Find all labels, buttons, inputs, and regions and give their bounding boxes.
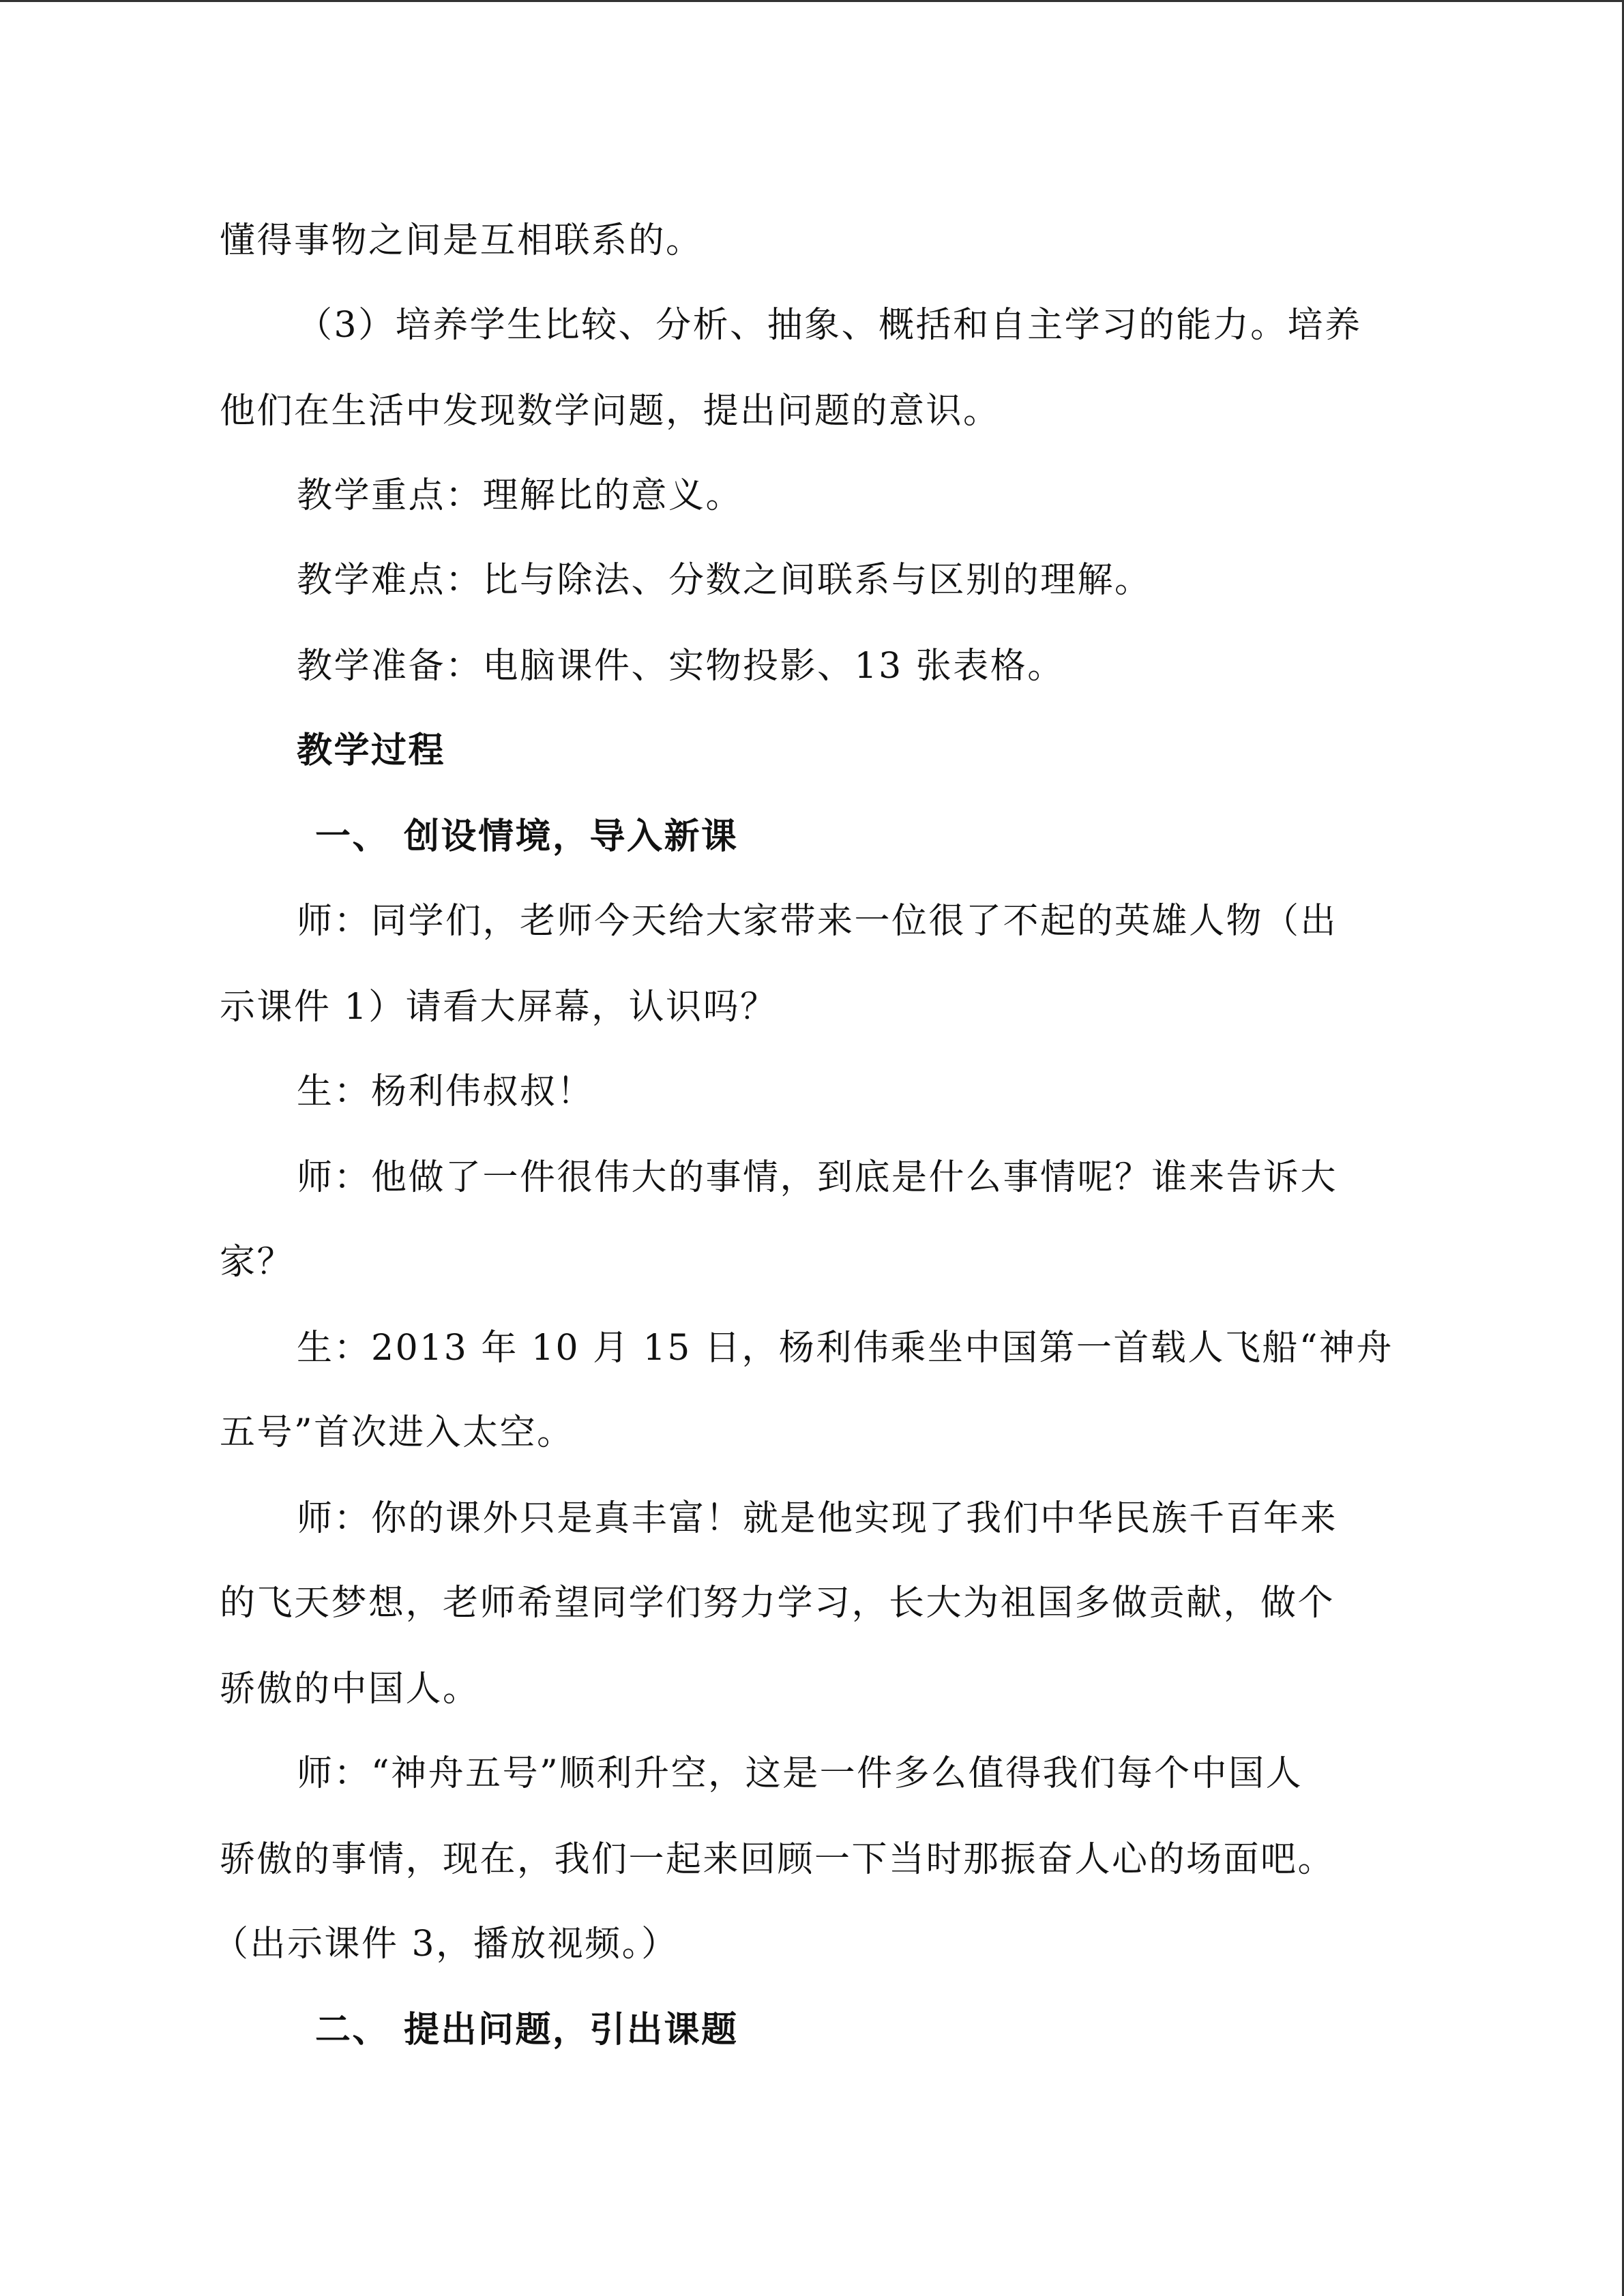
section-title: 提出问题，引出课题 — [404, 2010, 739, 2051]
paragraph-line: 他们在生活中发现数学问题，提出问题的意识。 — [220, 391, 1001, 432]
dialogue-line: 家？ — [220, 1242, 295, 1283]
section-number: 二、 — [315, 2010, 390, 2051]
key-point-line: 教学重点：理解比的意义。 — [297, 475, 743, 516]
preparation-line: 教学准备：电脑课件、实物投影、13 张表格。 — [297, 646, 1065, 687]
dialogue-line: 示课件 1）请看大屏幕，认识吗？ — [220, 987, 778, 1028]
dialogue-line: 师：你的课外只是真丰富！就是他实现了我们中华民族千百年来 — [297, 1498, 1338, 1539]
dialogue-line: 师：同学们，老师今天给大家带来一位很了不起的英雄人物（出 — [297, 901, 1338, 942]
dialogue-line: 的飞天梦想，老师希望同学们努力学习，长大为祖国多做贡献，做个 — [220, 1583, 1335, 1624]
section-heading-1 — [315, 816, 739, 857]
dialogue-line: 师：“神舟五号”顺利升空，这是一件多么值得我们每个中国人 — [297, 1753, 1303, 1794]
dialogue-line: 生：2013 年 10 月 15 日，杨利伟乘坐中国第一首载人飞船“神舟 — [297, 1328, 1393, 1369]
dialogue-line: （出示课件 3，播放视频。） — [213, 1924, 679, 1965]
section-title: 创设情境，导入新课 — [404, 816, 739, 857]
section-number: 一、 — [315, 816, 390, 857]
dialogue-line: 生：杨利伟叔叔！ — [297, 1071, 595, 1112]
difficulty-line: 教学难点：比与除法、分数之间联系与区别的理解。 — [297, 560, 1152, 601]
paragraph-line: （3）培养学生比较、分析、抽象、概括和自主学习的能力。培养 — [297, 305, 1362, 346]
dialogue-line: 师：他做了一件很伟大的事情，到底是什么事情呢？谁来告诉大 — [297, 1157, 1338, 1198]
dialogue-line: 骄傲的中国人。 — [220, 1669, 480, 1710]
section-heading-2 — [315, 2010, 739, 2051]
dialogue-line: 五号”首次进入太空。 — [220, 1412, 574, 1453]
process-heading: 教学过程 — [297, 730, 446, 771]
dialogue-line: 骄傲的事情，现在，我们一起来回顾一下当时那振奋人心的场面吧。 — [220, 1839, 1335, 1880]
paragraph-line: 懂得事物之间是互相联系的。 — [220, 220, 703, 261]
